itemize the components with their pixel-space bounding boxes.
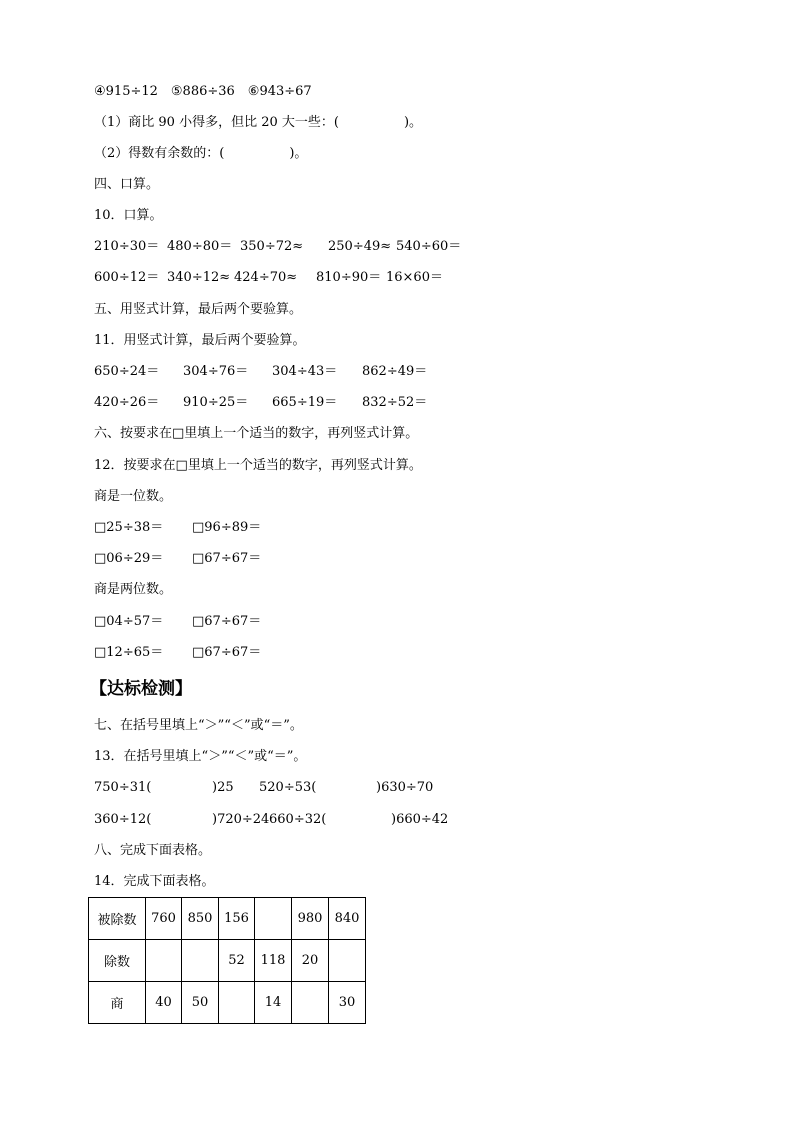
fill-item: □12÷65＝ [94, 645, 164, 660]
table-cell [255, 898, 292, 940]
problem-14-title: 14．完成下面表格。 [94, 874, 215, 889]
row-label: 商 [89, 982, 146, 1024]
compare-left: 360÷12( [94, 812, 152, 827]
table-row [89, 940, 366, 982]
fill-item: □67÷67＝ [192, 614, 262, 629]
oral-item: 540÷60＝ [396, 239, 462, 254]
oral-item: 210÷30＝ [94, 239, 160, 254]
problem-10-title: 10．口算。 [94, 208, 163, 223]
oral-item: 810÷90＝ [316, 270, 382, 285]
table-row [89, 898, 366, 940]
table-cell: 840 [329, 898, 366, 940]
problem-13-title: 13．在括号里填上“＞”“＜”或“＝”。 [94, 749, 307, 764]
vertical-item: 420÷26＝ [94, 395, 160, 410]
problem-11-title: 11．用竖式计算，最后两个要验算。 [94, 333, 306, 348]
vertical-item: 832÷52＝ [362, 395, 428, 410]
question-2: （2）得数有余数的：( )。 [94, 146, 308, 161]
compare-left: 660÷32( [269, 812, 327, 827]
table-cell: 30 [329, 982, 366, 1024]
oral-item: 250÷49≈ [328, 239, 392, 254]
row-label: 被除数 [89, 898, 146, 940]
compare-right: )25 [212, 780, 234, 795]
vertical-item: 304÷76＝ [183, 364, 249, 379]
table-cell: 118 [255, 940, 292, 982]
section-heading: 【达标检测】 [90, 679, 192, 699]
section-6-title: 六、按要求在□里填上一个适当的数字，再列竖式计算。 [94, 426, 419, 441]
fill-item: □04÷57＝ [94, 614, 164, 629]
fill-item: □96÷89＝ [192, 520, 262, 535]
compare-right: )630÷70 [376, 780, 434, 795]
oral-item: 424÷70≈ [234, 270, 298, 285]
vertical-item: 665÷19＝ [272, 395, 338, 410]
table-cell: 850 [182, 898, 219, 940]
division-table [88, 897, 366, 1024]
table-row [89, 982, 366, 1024]
table-cell [329, 940, 366, 982]
oral-item: 600÷12＝ [94, 270, 160, 285]
oral-item: 16×60＝ [386, 270, 443, 285]
section-8-title: 八、完成下面表格。 [94, 843, 212, 858]
section-7-title: 七、在括号里填上“＞”“＜”或“＝”。 [94, 718, 303, 733]
section-4-title: 四、口算。 [94, 177, 160, 192]
vertical-item: 650÷24＝ [94, 364, 160, 379]
two-digit-quotient-label: 商是两位数。 [94, 582, 173, 597]
vertical-item: 910÷25＝ [183, 395, 249, 410]
oral-item: 480÷80＝ [167, 239, 233, 254]
table-cell: 52 [219, 940, 255, 982]
table-cell: 980 [292, 898, 329, 940]
table-cell [146, 940, 182, 982]
fill-item: □67÷67＝ [192, 551, 262, 566]
table-cell [292, 982, 329, 1024]
table-cell: 156 [219, 898, 255, 940]
fill-item: □67÷67＝ [192, 645, 262, 660]
compare-right: )660÷42 [391, 812, 449, 827]
table-cell [219, 982, 255, 1024]
table-cell: 760 [146, 898, 182, 940]
vertical-item: 304÷43＝ [272, 364, 338, 379]
fill-item: □06÷29＝ [94, 551, 164, 566]
oral-item: 340÷12≈ [167, 270, 231, 285]
compare-left: 750÷31( [94, 780, 152, 795]
fill-item: □25÷38＝ [94, 520, 164, 535]
oral-item: 350÷72≈ [240, 239, 304, 254]
section-5-title: 五、用竖式计算，最后两个要验算。 [94, 302, 303, 317]
table-cell: 14 [255, 982, 292, 1024]
one-digit-quotient-label: 商是一位数。 [94, 489, 173, 504]
problem-12-title: 12．按要求在□里填上一个适当的数字，再列竖式计算。 [94, 458, 422, 473]
row-label: 除数 [89, 940, 146, 982]
question-1: （1）商比 90 小得多，但比 20 大一些：( )。 [94, 115, 423, 130]
table-cell: 40 [146, 982, 182, 1024]
table-cell [182, 940, 219, 982]
vertical-item: 862÷49＝ [362, 364, 428, 379]
table-cell: 50 [182, 982, 219, 1024]
compare-left: 520÷53( [259, 780, 317, 795]
table-cell: 20 [292, 940, 329, 982]
problem-4-items: ④915÷12 ⑤886÷36 ⑥943÷67 [94, 84, 312, 99]
compare-right: )720÷24 [212, 812, 270, 827]
